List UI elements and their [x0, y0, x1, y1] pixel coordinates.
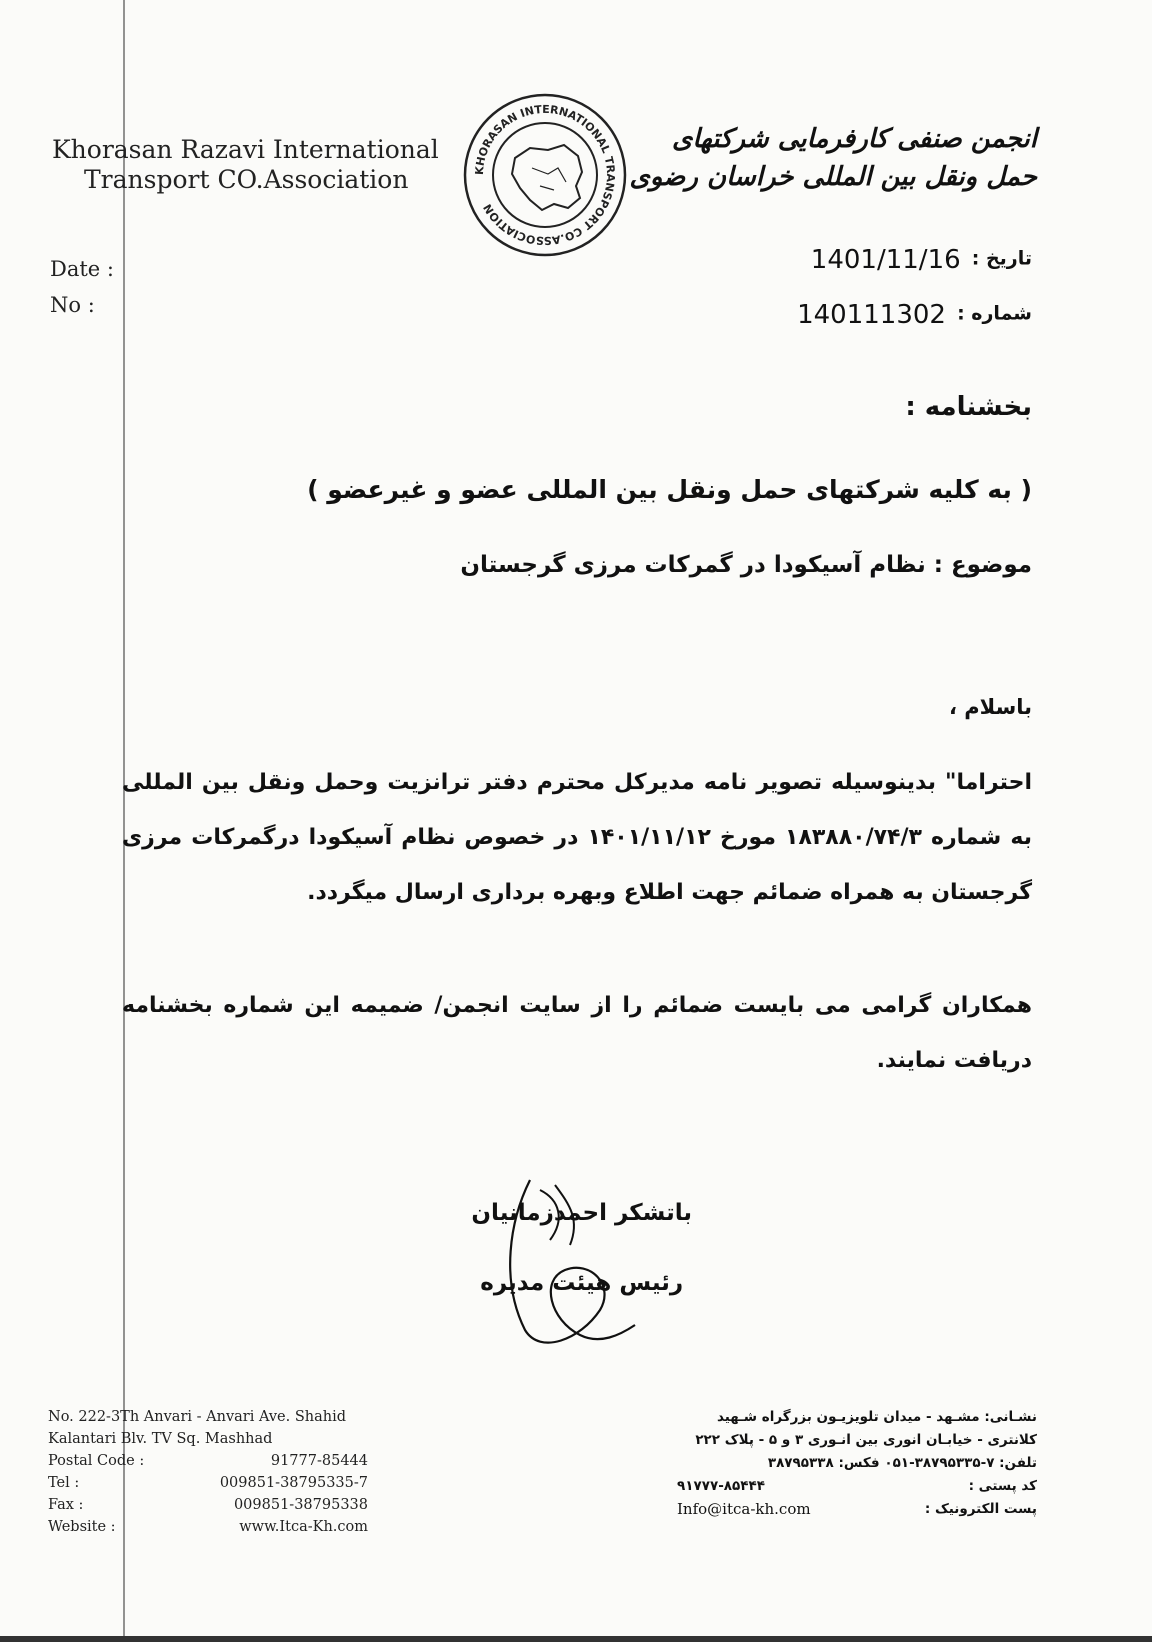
body-paragraph-2: همکاران گرامی می بایست ضمائم را از سایت انجمن/ ضمیمه این شماره بخشنامه دریافت نمایند. — [122, 993, 1032, 1073]
scan-bottom-edge — [0, 1636, 1152, 1642]
footer-contact-english — [48, 1406, 368, 1538]
footer-fa-address-line1: نشـانی: مشـهد - میدان تلویزیـون بزرگراه شـهید — [716, 1409, 1037, 1425]
org-name-english-line1: Khorasan Razavi International — [52, 135, 439, 164]
footer-tel-row — [48, 1472, 368, 1494]
footer-tel-label: Tel : — [48, 1475, 80, 1491]
circular-title: بخشنامه : — [905, 392, 1032, 422]
footer-website-label: Website : — [48, 1519, 116, 1535]
footer-fa-postal-row — [677, 1475, 1037, 1498]
org-name-english-line2: Transport CO.Association — [84, 165, 409, 194]
footer-postal-label: Postal Code : — [48, 1453, 145, 1469]
footer-fax-row — [48, 1494, 368, 1516]
footer-website-row — [48, 1516, 368, 1538]
seal-text: KHORASAN INTERNATIONAL TRANSPORT CO.ASSOCIATION — [472, 102, 618, 248]
association-seal-icon — [460, 90, 630, 260]
footer-fax-value: 009851-38795338 — [233, 1497, 368, 1513]
footer-postal-value: 91777-85444 — [270, 1453, 368, 1469]
footer-fa-email-label: پست الکترونیک : — [924, 1501, 1037, 1517]
org-name-english — [52, 135, 452, 195]
signer-name: باتشکر احمدزمانیان — [471, 1200, 692, 1226]
footer-fax-label: Fax : — [48, 1497, 84, 1513]
number-label-english: No : — [50, 293, 95, 317]
footer-postal-row — [48, 1450, 368, 1472]
svg-text:KHORASAN INTERNATIONAL TRANSPO — [473, 103, 617, 247]
body-paragraph-1: احتراما" بدینوسیله تصویر نامه مدیرکل محترم دفتر ترانزیت وحمل ونقل بین المللی به شماره ۱۸۳۸۸۰/۷۴/۳ مورخ ۱۴۰۱/۱۱/۱۲ در خصوص نظام آسیکودا درگمرکات مرزی گرجستان به همراه ضمائم جهت اطلاع وبهره برداری ارسال میگردد. — [122, 770, 1032, 905]
footer-address-line2: Kalantari Blv. TV Sq. Mashhad — [48, 1431, 273, 1447]
date-value: 1401/11/16 — [810, 245, 961, 275]
footer-fa-postal-value: ۹۱۷۷۷-۸۵۴۴۴ — [677, 1478, 766, 1494]
footer-contact-persian — [677, 1406, 1037, 1521]
date-label-english: Date : — [50, 257, 114, 281]
number-label-persian: شماره : — [957, 302, 1032, 325]
footer-address-line1: No. 222-3Th Anvari - Anvari Ave. Shahid — [48, 1409, 347, 1425]
recipients-line: ( به کلیه شرکتهای حمل ونقل بین المللی عضو و غیرعضو ) — [307, 475, 1032, 504]
footer-fa-postal-label: کد پستی : — [968, 1478, 1037, 1494]
greeting: باسلام ، — [948, 695, 1032, 719]
number-field — [797, 300, 1032, 330]
number-value: 140111302 — [797, 300, 946, 330]
footer-fa-email-row — [677, 1498, 1037, 1521]
date-label-persian: تاریخ : — [971, 247, 1032, 270]
footer-fa-address-line2: کلانتری - خیابـان انوری بین انـوری ۳ و ۵ - پلاک ۲۲۲ — [695, 1432, 1037, 1448]
footer-fa-email-value: Info@itca-kh.com — [677, 1500, 811, 1518]
footer-website-value: www.Itca-Kh.com — [239, 1519, 368, 1535]
handwritten-signature-icon — [470, 1160, 640, 1360]
signer-title: رئیس هیئت مدیره — [480, 1270, 684, 1296]
footer-tel-value: 009851-38795335-7 — [219, 1475, 368, 1491]
subject-line: موضوع : نظام آسیکودا در گمرکات مرزی گرجستان — [460, 552, 1032, 578]
footer-fa-phone-line: تلفن: ۷-۳۸۷۹۵۳۳۵-۰۵۱ فکس: ۳۸۷۹۵۳۳۸ — [767, 1455, 1037, 1471]
org-name-persian: انجمن صنفی کارفرمایی شرکتهای حمل ونقل بین المللی خراسان رضوی — [629, 124, 1037, 192]
date-field — [811, 245, 1032, 275]
